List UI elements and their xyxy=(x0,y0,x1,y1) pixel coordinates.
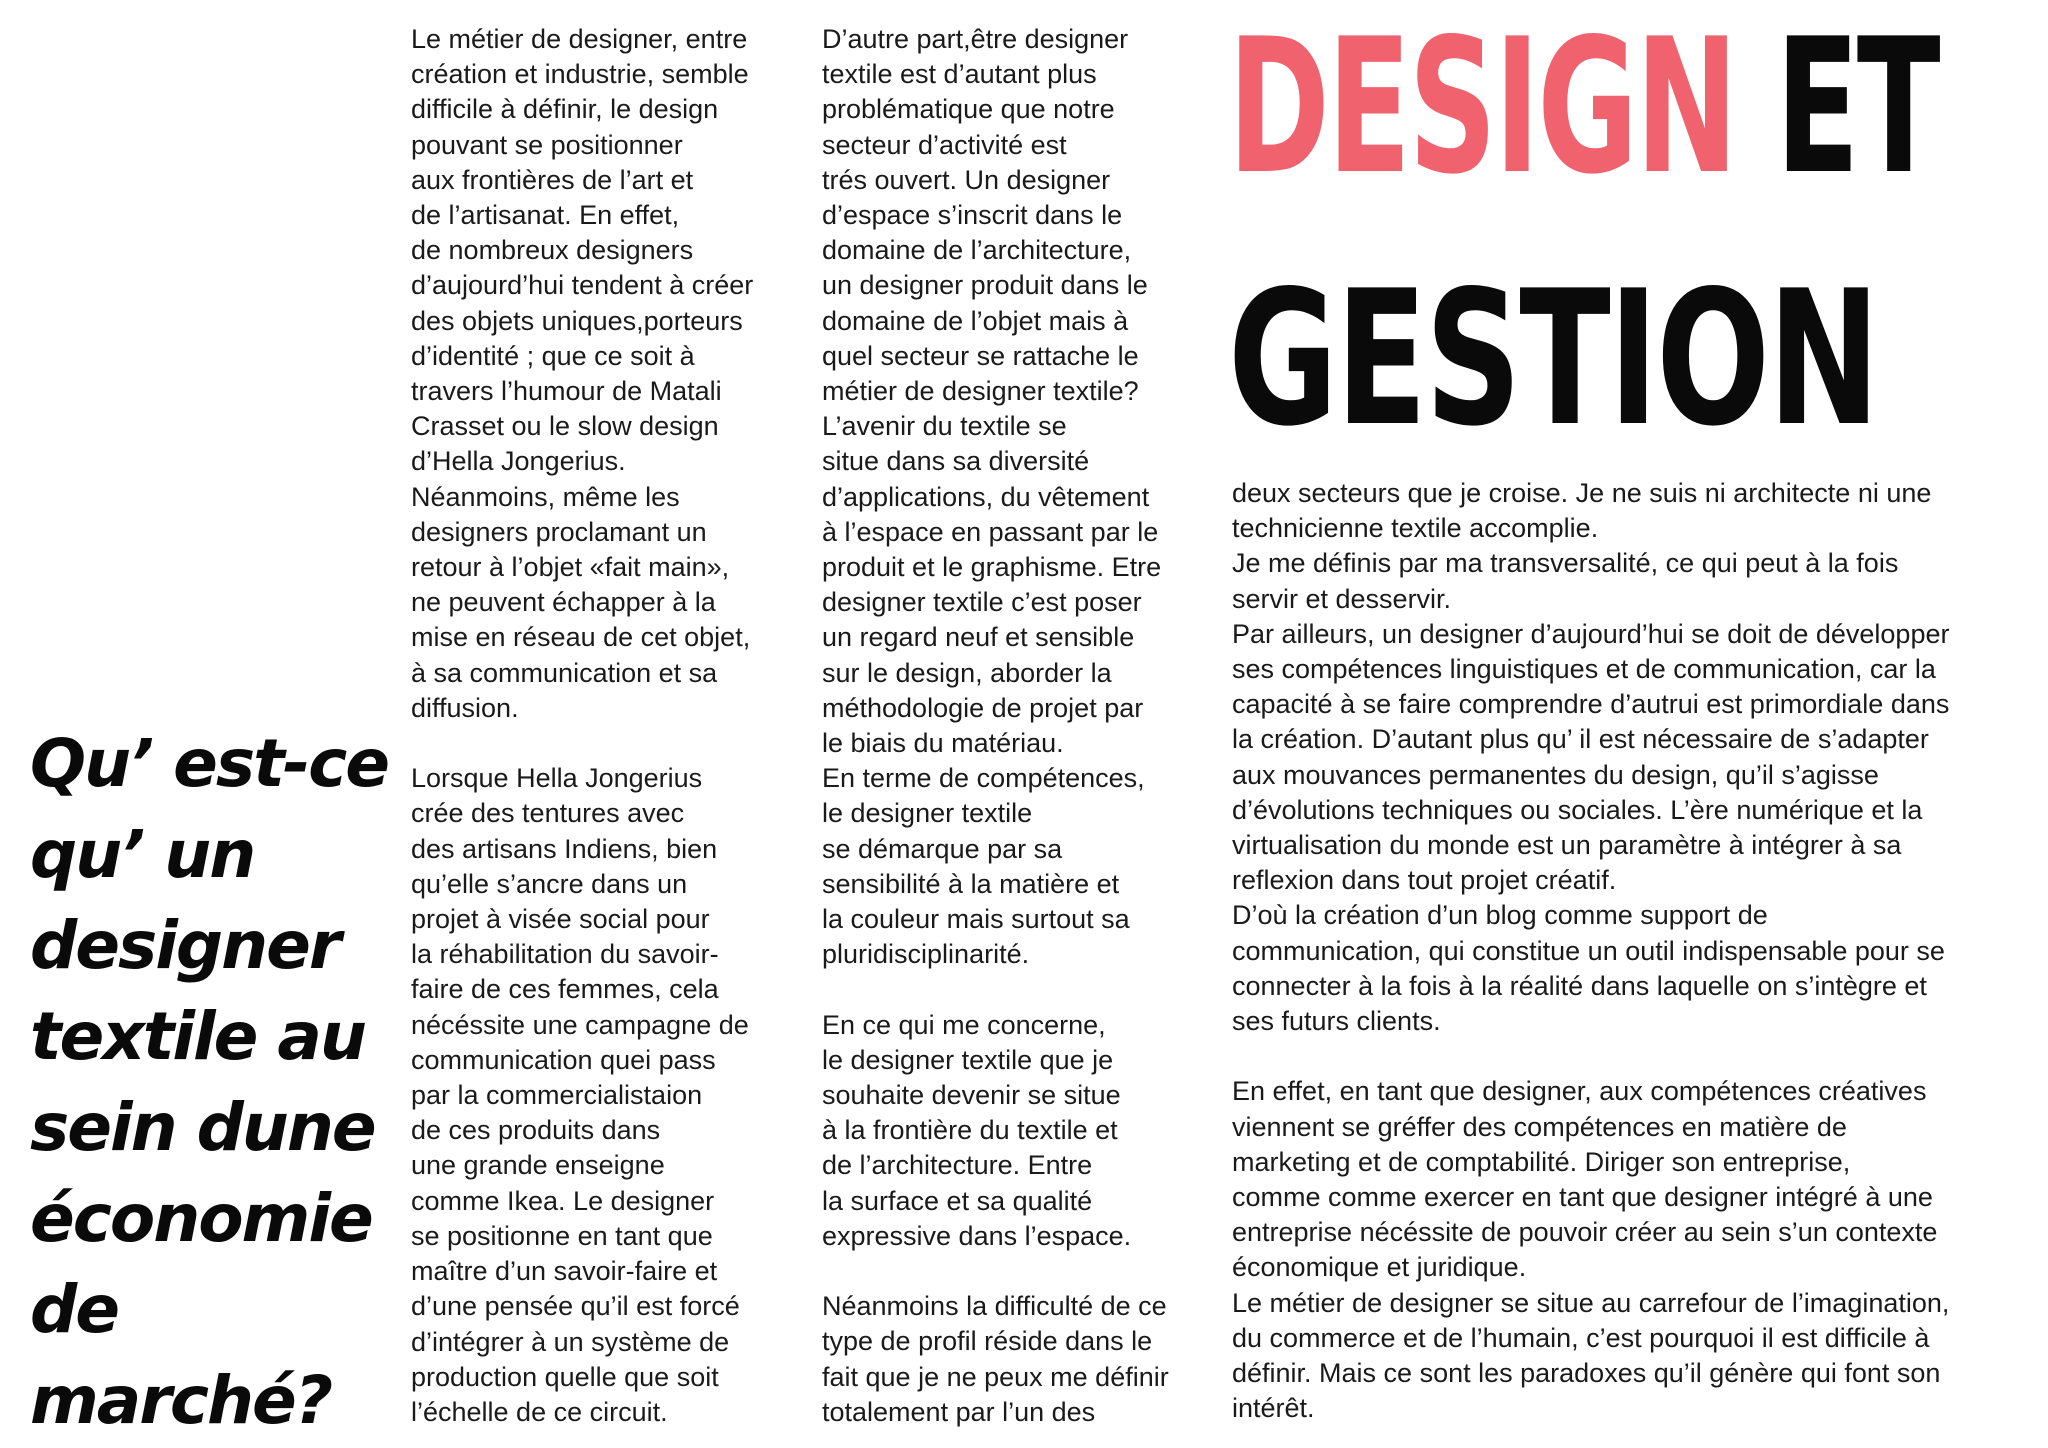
paragraph-spacer xyxy=(822,1254,1222,1289)
column2-paragraph-2: En ce qui me concerne, le designer textile que je souhaite devenir se situe à la frontière du textile et de l’architecture. Entre la surface et sa qualité expressive dans l’espace. xyxy=(822,1009,1132,1251)
column3-paragraph-1: deux secteurs que je croise. Je ne suis ni architecte ni une technicienne textile accomplie. Je me définis par ma transversalité, ce qui peut à la fois servir et desservir. Par ailleurs, un designer d’aujourd’hui se doit de développer ses compétences linguistiques et de communication, car la capacité à se faire comprendre d’autrui est primordiale dans la création. D’autant plus qu’ il est nécessaire de s’adapter aux mouvances permanentes du design, qu’il s’agisse d’évolutions techniques ou sociales. L’ère numérique et la virtualisation du monde est un paramètre à intégrer à sa reflexion dans tout projet créatif. D’où la création d’un blog comme support de communication, qui constitue un outil indispensable pour se connecter à la fois à la réalité dans laquelle on s’intègre et ses futurs clients. xyxy=(1232,478,1950,1037)
title-word-et: ET xyxy=(1775,0,1938,215)
title-word-gestion: GESTION xyxy=(1228,250,1878,467)
column2-paragraph-1: D’autre part,être designer textile est d’autant plus problématique que notre secteur d’activité est trés ouvert. Un designer d’espace s’inscrit dans le domaine de l’architecture, un designer produit dans le domaine de l’objet mais à quel secteur se rattache le métier de designer textile? L’avenir du textile se situe dans sa diversité d’applications, du vêtement à l’espace en passant par le produit et le graphisme. Etre designer textile c’est poser un regard neuf et sensible sur le design, aborder la méthodologie de projet par le biais du matériau. En terme de compétences, le designer textile se démarque par sa sensibilité à la matière et la couleur mais surtout sa pluridisciplinarité. xyxy=(822,24,1162,970)
column2-paragraph-3: Néanmoins la difficulté de ce type de profil réside dans le fait que je ne peux me définir totalement par l’un des xyxy=(822,1291,1169,1427)
question-heading: Qu’ est-ce qu’ un designer textile au sein dune économie de marché? xyxy=(30,725,389,1439)
column1-paragraph-2: Lorsque Hella Jongerius crée des tentures avec des artisans Indiens, bien qu’elle s’ancre dans un projet à visée social pour la réhabilitation du savoir- faire de ces femmes, cela nécéssite une campagne de communication quei pass par la commercialistaion de ces produits dans une grande enseigne comme Ikea. Le designer se positionne en tant que maître d’un savoir-faire et d’une pensée qu’il est forcé d’intégrer à un système de production quelle que soit l’échelle de ce circuit. xyxy=(411,763,749,1427)
column3-paragraph-2: En effet, en tant que designer, aux compétences créatives viennent se gréffer des compétences en matière de marketing et de comptabilité. Diriger son entreprise, comme comme exercer en tant que designer intégré à une entreprise nécéssite de pouvoir créer au sein s’un contexte économique et juridique. Le métier de designer se situe au carrefour de l’imagination, du commerce et de l’humain, c’est pourquoi il est difficile à définir. Mais ce sont les paradoxes qu’il génère qui font son intérêt. xyxy=(1232,1076,1950,1424)
page-title xyxy=(1228,0,2048,467)
paragraph-spacer xyxy=(411,726,811,761)
text-column-1 xyxy=(411,22,811,1430)
text-column-2 xyxy=(822,22,1222,1430)
text-column-3 xyxy=(1232,476,2032,1426)
title-line-1 xyxy=(1228,0,1938,238)
paragraph-spacer xyxy=(822,972,1222,1007)
paragraph-spacer xyxy=(1232,1039,2032,1074)
column1-paragraph-1: Le métier de designer, entre création et industrie, semble difficile à définir, le design pouvant se positionner aux frontières de l’art et de l’artisanat. En effet, de nombreux designers d’aujourd’hui tendent à créer des objets uniques,porteurs d’identité ; que ce soit à travers l’humour de Matali Crasset ou le slow design d’Hella Jongerius. Néanmoins, même les designers proclamant un retour à l’objet «fait main», ne peuvent échapper à la mise en réseau de cet objet, à sa communication et sa diffusion. xyxy=(411,24,754,723)
title-word-design: DESIGN xyxy=(1228,0,1736,215)
